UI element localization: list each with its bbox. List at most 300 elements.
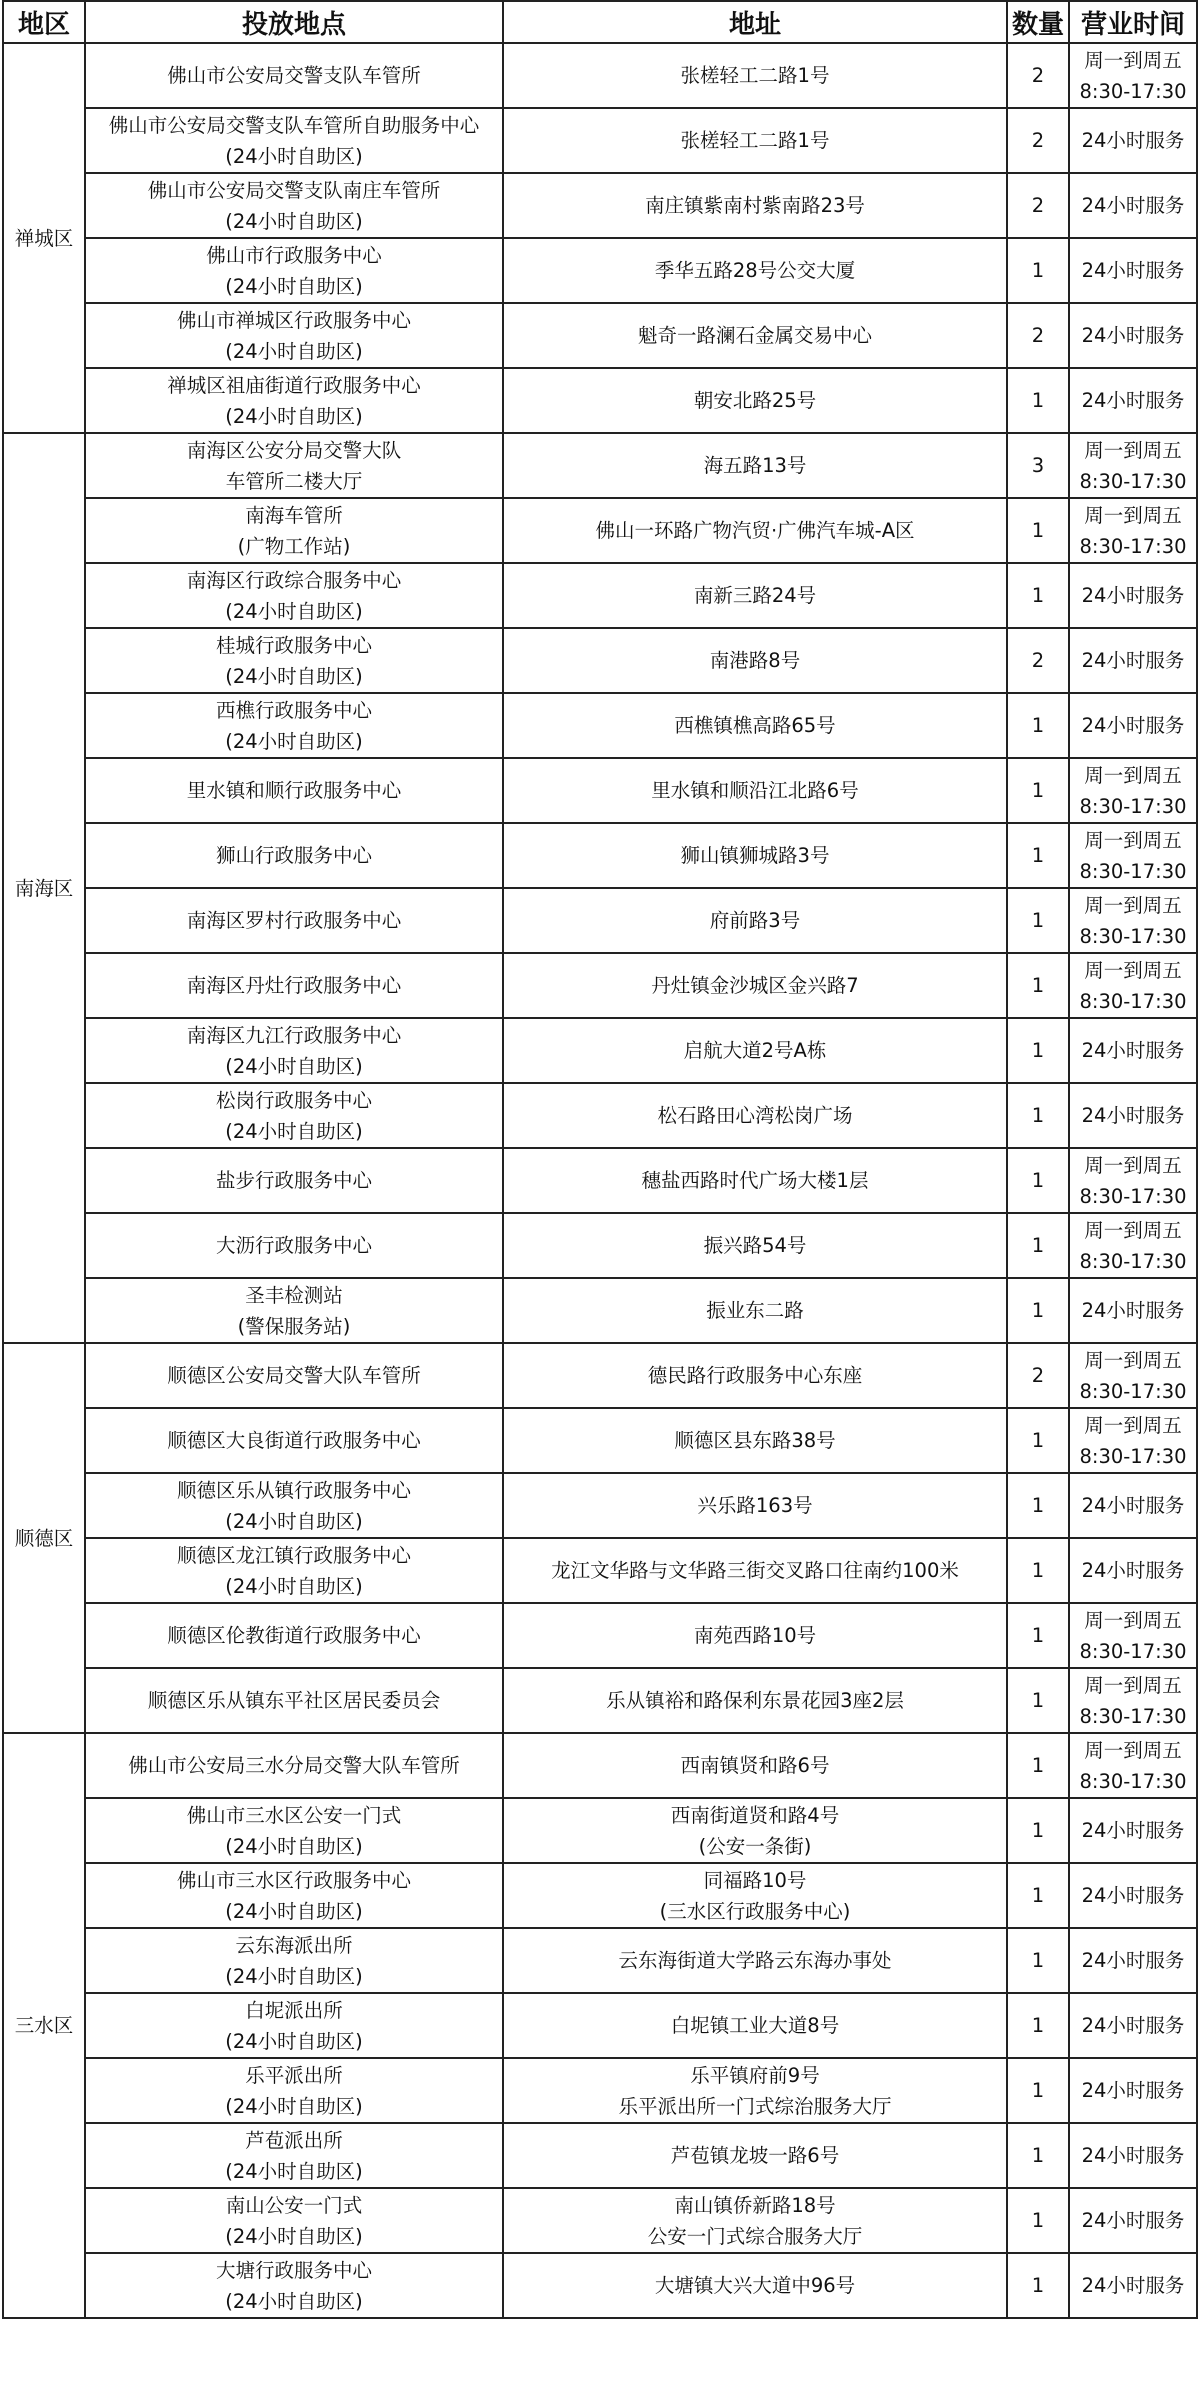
table-row — [3, 1213, 1197, 1278]
address-line: 海五路13号 — [703, 454, 807, 477]
hours-cell — [1069, 823, 1197, 888]
header-hours: 营业时间 — [1069, 1, 1197, 43]
address-cell — [503, 1018, 1007, 1083]
table-row — [3, 43, 1197, 108]
location-line: (24小时自助区) — [225, 1509, 363, 1533]
drop-point-table — [2, 0, 1198, 2319]
location-line: (24小时自助区) — [225, 144, 363, 168]
address-line: 德民路行政服务中心东座 — [647, 1364, 863, 1387]
location-line: (24小时自助区) — [225, 1574, 363, 1598]
address-line: (公安一条街) — [698, 1834, 812, 1858]
hours-cell — [1069, 1863, 1197, 1928]
hours-cell — [1069, 693, 1197, 758]
address-line: 季华五路28号公交大厦 — [654, 259, 856, 282]
location-line: 盐步行政服务中心 — [215, 1169, 372, 1192]
address-line: 南苑西路10号 — [693, 1624, 817, 1647]
region-cell: 南海区 — [3, 433, 85, 1343]
table-row — [3, 1733, 1197, 1798]
hours-line: 8:30-17:30 — [1079, 1769, 1187, 1793]
table-row — [3, 628, 1197, 693]
location-line: (24小时自助区) — [225, 274, 363, 298]
location-line: 南山公安一门式 — [225, 2193, 363, 2217]
hours-line: 周一到周五 — [1084, 48, 1182, 72]
hours-cell — [1069, 433, 1197, 498]
address-cell — [503, 1603, 1007, 1668]
location-cell — [85, 1343, 503, 1408]
count-cell: 1 — [1007, 1473, 1069, 1538]
address-line: 张槎轻工二路1号 — [680, 129, 830, 152]
location-line: 佛山市三水区行政服务中心 — [176, 1868, 411, 1892]
location-line: 西樵行政服务中心 — [215, 698, 372, 722]
count-cell: 1 — [1007, 368, 1069, 433]
count-cell: 2 — [1007, 173, 1069, 238]
hours-line: 8:30-17:30 — [1079, 1444, 1187, 1468]
location-line: (警保服务站) — [237, 1314, 351, 1338]
location-line: 佛山市公安局三水分局交警大队车管所 — [128, 1754, 460, 1777]
address-cell — [503, 1993, 1007, 2058]
hours-line: 24小时服务 — [1081, 1039, 1185, 1062]
location-line: 佛山市公安局交警支队南庄车管所 — [147, 178, 441, 202]
table-row — [3, 433, 1197, 498]
hours-cell — [1069, 43, 1197, 108]
address-line: 龙江文华路与文华路三街交叉路口往南约100米 — [551, 1559, 959, 1582]
address-cell — [503, 1928, 1007, 1993]
location-line: (24小时自助区) — [225, 2094, 363, 2118]
location-line: 圣丰检测站 — [245, 1283, 343, 1307]
location-cell — [85, 1798, 503, 1863]
count-cell: 1 — [1007, 888, 1069, 953]
address-cell — [503, 1213, 1007, 1278]
location-line: 顺德区伦教街道行政服务中心 — [167, 1624, 421, 1647]
hours-line: 周一到周五 — [1084, 1738, 1182, 1762]
hours-cell — [1069, 173, 1197, 238]
address-cell — [503, 563, 1007, 628]
location-line: (24小时自助区) — [225, 1834, 363, 1858]
location-line: 佛山市公安局交警支队车管所自助服务中心 — [108, 113, 480, 137]
address-cell — [503, 1408, 1007, 1473]
location-line: 顺德区乐从镇行政服务中心 — [176, 1478, 411, 1502]
hours-line: 8:30-17:30 — [1079, 1249, 1187, 1273]
hours-cell — [1069, 888, 1197, 953]
table-row — [3, 2058, 1197, 2123]
address-line: 松石路田心湾松岗广场 — [657, 1104, 853, 1127]
table-row — [3, 563, 1197, 628]
address-line: 府前路3号 — [709, 909, 801, 932]
location-line: 顺德区公安局交警大队车管所 — [167, 1364, 421, 1387]
location-cell — [85, 1408, 503, 1473]
hours-line: 24小时服务 — [1081, 649, 1185, 672]
count-cell: 2 — [1007, 628, 1069, 693]
table-row — [3, 1018, 1197, 1083]
location-line: (24小时自助区) — [225, 1119, 363, 1143]
address-line: 佛山一环路广物汽贸·广佛汽车城-A区 — [595, 519, 915, 542]
hours-line: 周一到周五 — [1084, 503, 1182, 527]
hours-cell — [1069, 563, 1197, 628]
address-cell — [503, 433, 1007, 498]
hours-cell — [1069, 2123, 1197, 2188]
hours-line: 8:30-17:30 — [1079, 1639, 1187, 1663]
address-cell — [503, 108, 1007, 173]
hours-line: 周一到周五 — [1084, 438, 1182, 462]
hours-line: 24小时服务 — [1081, 2144, 1185, 2167]
table-row — [3, 823, 1197, 888]
hours-line: 24小时服务 — [1081, 2209, 1185, 2232]
address-line: 公安一门式综合服务大厅 — [647, 2224, 863, 2248]
address-cell — [503, 368, 1007, 433]
address-line: 云东海街道大学路云东海办事处 — [618, 1949, 892, 1972]
address-cell — [503, 1278, 1007, 1343]
hours-line: 8:30-17:30 — [1079, 1379, 1187, 1403]
table-row — [3, 1928, 1197, 1993]
location-line: 顺德区龙江镇行政服务中心 — [176, 1543, 411, 1567]
location-cell — [85, 1083, 503, 1148]
hours-cell — [1069, 1213, 1197, 1278]
hours-cell — [1069, 1083, 1197, 1148]
address-line: 西南镇贤和路6号 — [680, 1754, 830, 1777]
address-cell — [503, 498, 1007, 563]
hours-cell — [1069, 1928, 1197, 1993]
location-cell — [85, 1668, 503, 1733]
hours-line: 24小时服务 — [1081, 129, 1185, 152]
table-header-row — [3, 1, 1197, 43]
table-row — [3, 888, 1197, 953]
table-row — [3, 173, 1197, 238]
table-row — [3, 1538, 1197, 1603]
hours-line: 24小时服务 — [1081, 259, 1185, 282]
hours-line: 周一到周五 — [1084, 1608, 1182, 1632]
location-cell — [85, 1018, 503, 1083]
address-line: 振兴路54号 — [703, 1234, 807, 1257]
hours-line: 8:30-17:30 — [1079, 794, 1187, 818]
address-cell — [503, 1473, 1007, 1538]
address-line: 朝安北路25号 — [693, 389, 817, 412]
hours-cell — [1069, 758, 1197, 823]
hours-line: 8:30-17:30 — [1079, 79, 1187, 103]
count-cell: 1 — [1007, 823, 1069, 888]
count-cell: 1 — [1007, 1863, 1069, 1928]
location-cell — [85, 1148, 503, 1213]
location-cell — [85, 628, 503, 693]
hours-cell — [1069, 498, 1197, 563]
address-line: 穗盐西路时代广场大楼1层 — [641, 1169, 869, 1192]
address-line: 大塘镇大兴大道中96号 — [654, 2274, 856, 2297]
count-cell: 1 — [1007, 1798, 1069, 1863]
location-line: 佛山市禅城区行政服务中心 — [176, 308, 411, 332]
location-cell — [85, 108, 503, 173]
hours-cell — [1069, 1473, 1197, 1538]
address-cell — [503, 2123, 1007, 2188]
location-line: (24小时自助区) — [225, 2289, 363, 2313]
location-line: (24小时自助区) — [225, 1054, 363, 1078]
hours-line: 24小时服务 — [1081, 584, 1185, 607]
table-body — [3, 43, 1197, 2318]
location-line: (24小时自助区) — [225, 339, 363, 363]
table-row — [3, 953, 1197, 1018]
location-cell — [85, 1993, 503, 2058]
location-line: (24小时自助区) — [225, 2029, 363, 2053]
hours-line: 24小时服务 — [1081, 2014, 1185, 2037]
location-cell — [85, 1733, 503, 1798]
address-line: 南山镇侨新路18号 — [674, 2193, 836, 2217]
hours-cell — [1069, 108, 1197, 173]
address-line: 魁奇一路澜石金属交易中心 — [637, 324, 872, 347]
location-line: 南海区九江行政服务中心 — [186, 1023, 402, 1047]
location-cell — [85, 2123, 503, 2188]
table-row — [3, 1798, 1197, 1863]
count-cell: 1 — [1007, 1408, 1069, 1473]
hours-cell — [1069, 368, 1197, 433]
table-row — [3, 1993, 1197, 2058]
location-line: 大塘行政服务中心 — [215, 2258, 372, 2282]
count-cell: 1 — [1007, 2058, 1069, 2123]
address-line: 振业东二路 — [706, 1299, 804, 1322]
location-cell — [85, 2058, 503, 2123]
address-cell — [503, 43, 1007, 108]
hours-cell — [1069, 2058, 1197, 2123]
hours-line: 24小时服务 — [1081, 1299, 1185, 1322]
header-count: 数量 — [1007, 1, 1069, 43]
header-address: 地址 — [503, 1, 1007, 43]
table-row — [3, 1343, 1197, 1408]
address-cell — [503, 303, 1007, 368]
table-row — [3, 368, 1197, 433]
count-cell: 1 — [1007, 953, 1069, 1018]
location-line: 狮山行政服务中心 — [215, 844, 372, 867]
count-cell: 1 — [1007, 2253, 1069, 2318]
hours-line: 周一到周五 — [1084, 763, 1182, 787]
count-cell: 1 — [1007, 1213, 1069, 1278]
address-cell — [503, 238, 1007, 303]
address-cell — [503, 628, 1007, 693]
count-cell: 2 — [1007, 303, 1069, 368]
location-cell — [85, 1538, 503, 1603]
location-cell — [85, 758, 503, 823]
address-cell — [503, 173, 1007, 238]
hours-line: 周一到周五 — [1084, 1348, 1182, 1372]
address-line: 丹灶镇金沙城区金兴路7 — [651, 974, 859, 997]
table-row — [3, 1668, 1197, 1733]
hours-line: 24小时服务 — [1081, 1494, 1185, 1517]
hours-line: 周一到周五 — [1084, 1218, 1182, 1242]
table-row — [3, 1278, 1197, 1343]
table-row — [3, 1473, 1197, 1538]
location-cell — [85, 2188, 503, 2253]
address-cell — [503, 1538, 1007, 1603]
hours-cell — [1069, 1733, 1197, 1798]
count-cell: 1 — [1007, 238, 1069, 303]
location-cell — [85, 1928, 503, 1993]
table-row — [3, 693, 1197, 758]
hours-line: 24小时服务 — [1081, 2274, 1185, 2297]
header-region: 地区 — [3, 1, 85, 43]
hours-line: 周一到周五 — [1084, 1413, 1182, 1437]
address-cell — [503, 1668, 1007, 1733]
location-cell — [85, 953, 503, 1018]
hours-line: 8:30-17:30 — [1079, 859, 1187, 883]
location-line: (24小时自助区) — [225, 2224, 363, 2248]
count-cell: 1 — [1007, 1928, 1069, 1993]
hours-line: 24小时服务 — [1081, 324, 1185, 347]
location-line: 南海区丹灶行政服务中心 — [186, 974, 402, 997]
location-line: 南海区公安分局交警大队 — [186, 438, 402, 462]
location-line: 车管所二楼大厅 — [225, 469, 363, 493]
location-line: 佛山市行政服务中心 — [206, 243, 382, 267]
address-line: 西南街道贤和路4号 — [670, 1803, 840, 1827]
hours-cell — [1069, 2253, 1197, 2318]
hours-line: 24小时服务 — [1081, 1819, 1185, 1842]
count-cell: 1 — [1007, 498, 1069, 563]
header-location: 投放地点 — [85, 1, 503, 43]
table-row — [3, 1148, 1197, 1213]
hours-line: 24小时服务 — [1081, 1884, 1185, 1907]
location-cell — [85, 238, 503, 303]
address-line: 乐从镇裕和路保利东景花园3座2层 — [606, 1689, 904, 1712]
hours-line: 8:30-17:30 — [1079, 1704, 1187, 1728]
location-cell — [85, 433, 503, 498]
count-cell: 1 — [1007, 1278, 1069, 1343]
hours-cell — [1069, 1603, 1197, 1668]
hours-line: 周一到周五 — [1084, 828, 1182, 852]
address-line: 南新三路24号 — [693, 584, 817, 607]
count-cell: 2 — [1007, 108, 1069, 173]
address-cell — [503, 1863, 1007, 1928]
location-line: (24小时自助区) — [225, 729, 363, 753]
hours-cell — [1069, 1993, 1197, 2058]
table-row — [3, 1863, 1197, 1928]
count-cell: 3 — [1007, 433, 1069, 498]
address-line: 狮山镇狮城路3号 — [680, 844, 830, 867]
address-line: 南港路8号 — [709, 649, 801, 672]
hours-cell — [1069, 953, 1197, 1018]
table-row — [3, 2123, 1197, 2188]
hours-line: 周一到周五 — [1084, 958, 1182, 982]
address-line: 白坭镇工业大道8号 — [670, 2014, 840, 2037]
table-row — [3, 758, 1197, 823]
address-line: 启航大道2号A栋 — [683, 1039, 827, 1062]
location-line: 云东海派出所 — [235, 1933, 353, 1957]
table-row — [3, 1603, 1197, 1668]
address-line: 西樵镇樵高路65号 — [674, 714, 836, 737]
table-row — [3, 2253, 1197, 2318]
address-line: 乐平派出所一门式综治服务大厅 — [618, 2094, 892, 2118]
location-line: (24小时自助区) — [225, 1964, 363, 1988]
hours-line: 24小时服务 — [1081, 1104, 1185, 1127]
table-row — [3, 1083, 1197, 1148]
address-cell — [503, 1798, 1007, 1863]
hours-cell — [1069, 303, 1197, 368]
region-cell: 禅城区 — [3, 43, 85, 433]
count-cell: 1 — [1007, 1148, 1069, 1213]
address-cell — [503, 953, 1007, 1018]
table-row — [3, 238, 1197, 303]
hours-line: 24小时服务 — [1081, 1949, 1185, 1972]
hours-line: 8:30-17:30 — [1079, 469, 1187, 493]
hours-cell — [1069, 1343, 1197, 1408]
count-cell: 1 — [1007, 1603, 1069, 1668]
location-cell — [85, 498, 503, 563]
hours-line: 24小时服务 — [1081, 389, 1185, 412]
hours-cell — [1069, 1798, 1197, 1863]
count-cell: 1 — [1007, 1538, 1069, 1603]
hours-cell — [1069, 628, 1197, 693]
hours-cell — [1069, 1278, 1197, 1343]
location-cell — [85, 1213, 503, 1278]
region-cell: 三水区 — [3, 1733, 85, 2318]
location-line: 佛山市三水区公安一门式 — [186, 1803, 402, 1827]
location-line: 顺德区乐从镇东平社区居民委员会 — [147, 1689, 441, 1712]
region-cell: 顺德区 — [3, 1343, 85, 1733]
location-cell — [85, 823, 503, 888]
location-cell — [85, 1473, 503, 1538]
location-line: (24小时自助区) — [225, 1899, 363, 1923]
count-cell: 1 — [1007, 1668, 1069, 1733]
hours-line: 24小时服务 — [1081, 714, 1185, 737]
location-line: 南海区罗村行政服务中心 — [186, 909, 402, 932]
location-line: 佛山市公安局交警支队车管所 — [167, 64, 421, 87]
location-line: 顺德区大良街道行政服务中心 — [167, 1429, 421, 1452]
location-cell — [85, 888, 503, 953]
location-line: 桂城行政服务中心 — [215, 633, 372, 657]
count-cell: 1 — [1007, 1018, 1069, 1083]
hours-line: 24小时服务 — [1081, 2079, 1185, 2102]
address-cell — [503, 2058, 1007, 2123]
hours-line: 周一到周五 — [1084, 1673, 1182, 1697]
address-cell — [503, 1733, 1007, 1798]
hours-cell — [1069, 1148, 1197, 1213]
location-cell — [85, 368, 503, 433]
hours-line: 周一到周五 — [1084, 1153, 1182, 1177]
location-line: (24小时自助区) — [225, 2159, 363, 2183]
hours-line: 周一到周五 — [1084, 893, 1182, 917]
location-line: 乐平派出所 — [245, 2063, 343, 2087]
location-line: 芦苞派出所 — [245, 2128, 343, 2152]
address-line: 乐平镇府前9号 — [690, 2063, 820, 2087]
location-line: 禅城区祖庙街道行政服务中心 — [167, 373, 421, 397]
location-line: (24小时自助区) — [225, 404, 363, 428]
address-cell — [503, 1343, 1007, 1408]
address-cell — [503, 2188, 1007, 2253]
count-cell: 1 — [1007, 563, 1069, 628]
address-cell — [503, 2253, 1007, 2318]
location-line: (广物工作站) — [237, 534, 351, 558]
count-cell: 1 — [1007, 758, 1069, 823]
address-line: 张槎轻工二路1号 — [680, 64, 830, 87]
location-line: (24小时自助区) — [225, 599, 363, 623]
address-line: (三水区行政服务中心) — [659, 1899, 851, 1923]
address-cell — [503, 1148, 1007, 1213]
hours-cell — [1069, 1538, 1197, 1603]
count-cell: 2 — [1007, 43, 1069, 108]
count-cell: 1 — [1007, 1083, 1069, 1148]
location-cell — [85, 1863, 503, 1928]
location-cell — [85, 303, 503, 368]
location-line: 白坭派出所 — [245, 1998, 343, 2022]
hours-cell — [1069, 1408, 1197, 1473]
hours-line: 8:30-17:30 — [1079, 534, 1187, 558]
address-line: 南庄镇紫南村紫南路23号 — [645, 194, 865, 217]
address-cell — [503, 1083, 1007, 1148]
location-line: 南海区行政综合服务中心 — [186, 568, 402, 592]
hours-line: 8:30-17:30 — [1079, 924, 1187, 948]
address-line: 里水镇和顺沿江北路6号 — [651, 779, 859, 802]
count-cell: 1 — [1007, 2123, 1069, 2188]
hours-line: 24小时服务 — [1081, 194, 1185, 217]
table-row — [3, 108, 1197, 173]
location-cell — [85, 693, 503, 758]
address-cell — [503, 823, 1007, 888]
hours-cell — [1069, 1668, 1197, 1733]
count-cell: 1 — [1007, 1993, 1069, 2058]
